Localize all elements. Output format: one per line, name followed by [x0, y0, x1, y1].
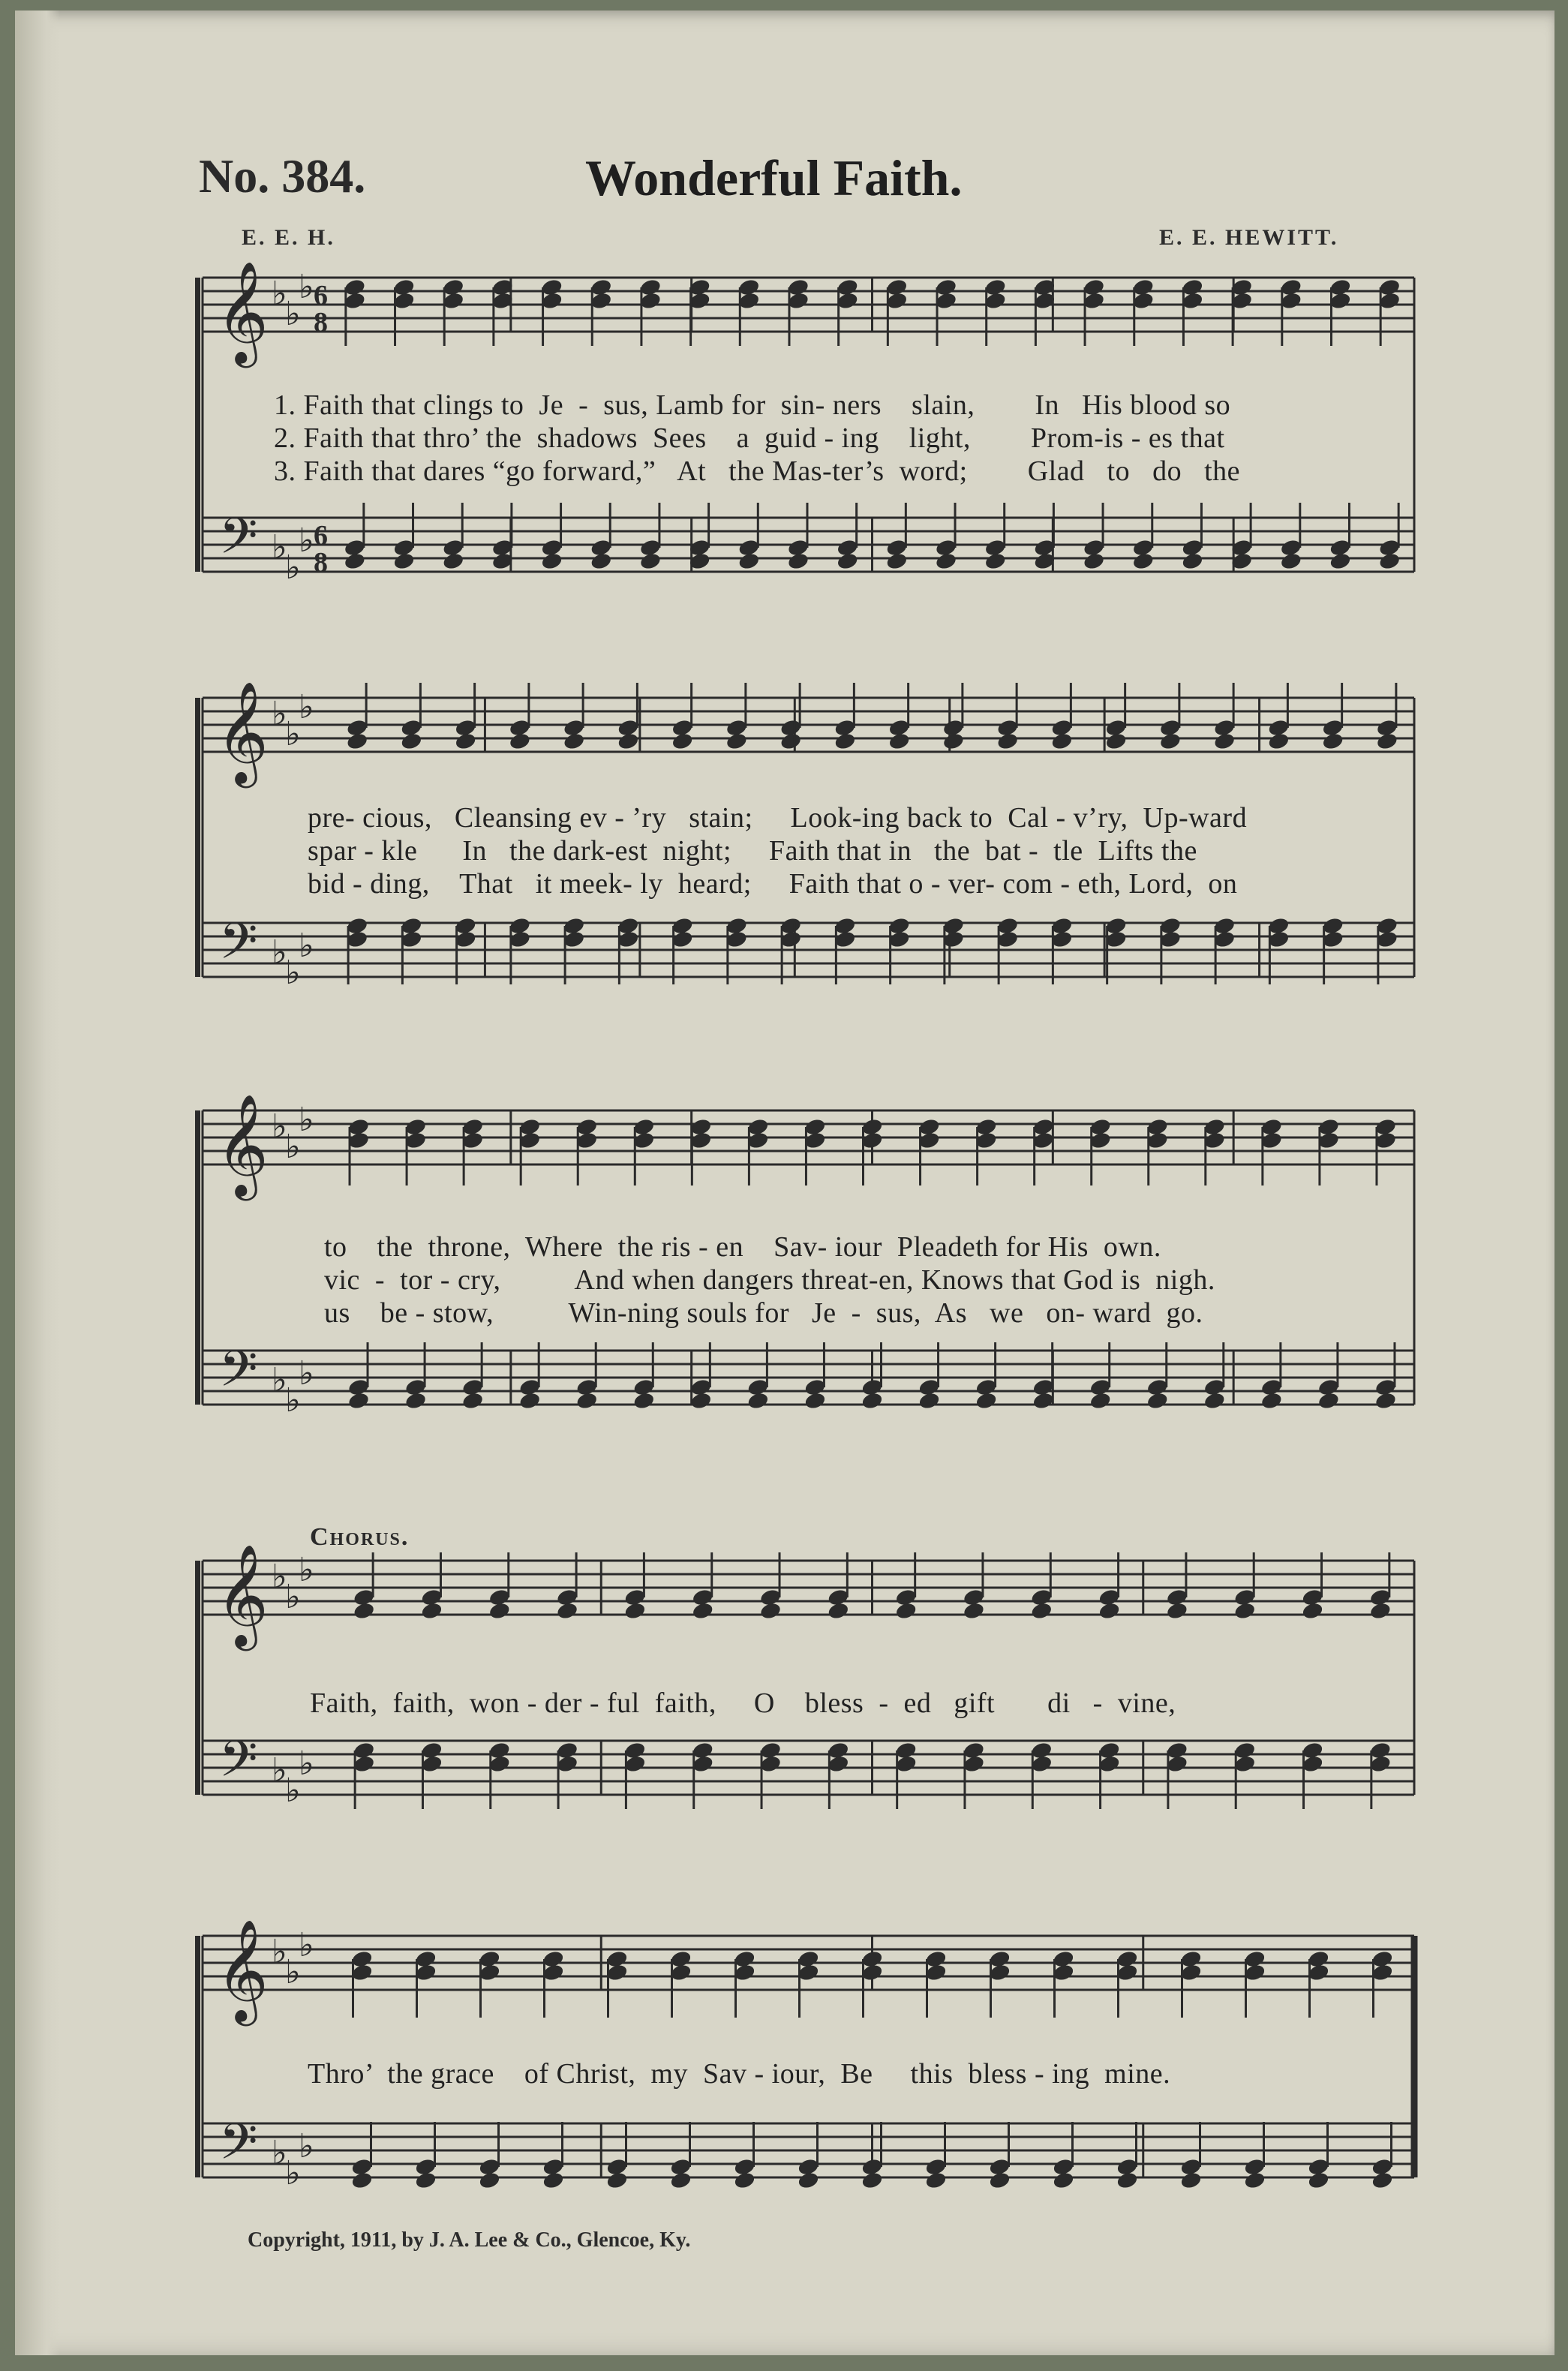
note-head [1307, 2171, 1330, 2190]
note-head [779, 732, 803, 751]
note-head [590, 551, 613, 571]
note-head [344, 551, 367, 571]
hymn-number: No. 384. [199, 149, 366, 203]
note-head [1181, 551, 1204, 571]
flat-sign: ♭ [299, 2127, 314, 2165]
system-brace [195, 278, 200, 572]
system-brace [195, 1110, 200, 1405]
note-head [1371, 2171, 1394, 2190]
note-head [1317, 1391, 1341, 1411]
note-head [1052, 2171, 1075, 2190]
treble-clef: 𝄞 [216, 260, 269, 363]
note-head [347, 1391, 371, 1411]
time-signature: 8 [314, 307, 328, 338]
note-head [787, 551, 810, 571]
note-head [400, 732, 423, 751]
note-head [669, 2171, 692, 2190]
note-head [671, 732, 694, 751]
flat-sign: ♭ [285, 548, 301, 587]
note-head [1301, 1601, 1324, 1621]
note-head [827, 1601, 850, 1621]
note-head [632, 1391, 656, 1411]
note-head [836, 551, 859, 571]
bass-clef: 𝄢 [219, 1340, 258, 1410]
note-head [888, 732, 911, 751]
flat-sign: ♭ [299, 927, 314, 965]
flat-sign: ♭ [285, 1381, 301, 1420]
note-head [478, 2171, 501, 2190]
flat-sign: ♭ [272, 1107, 287, 1146]
note-head [1376, 732, 1399, 751]
note-head [1267, 732, 1290, 751]
system-brace [195, 1561, 200, 1795]
note-head [542, 2171, 565, 2190]
note-head [1378, 551, 1401, 571]
note-head [350, 2171, 374, 2190]
note-head [984, 551, 1007, 571]
flat-sign: ♭ [285, 715, 301, 753]
note-head [575, 1391, 599, 1411]
bass-clef: 𝄢 [219, 1730, 258, 1800]
note-head [797, 2171, 820, 2190]
note-head [1374, 1391, 1398, 1411]
flat-sign: ♭ [272, 528, 287, 566]
bass-clef: 𝄢 [219, 2113, 258, 2183]
note-head [563, 732, 586, 751]
note-head [691, 1601, 714, 1621]
note-head [942, 732, 966, 751]
note-head [509, 732, 532, 751]
note-head [1159, 732, 1182, 751]
note-head [1321, 732, 1344, 751]
flat-sign: ♭ [285, 1128, 301, 1166]
copyright-notice: Copyright, 1911, by J. A. Lee & Co., Glencoe, Ky. [248, 2228, 691, 2252]
flat-sign: ♭ [285, 295, 301, 333]
note-head [885, 551, 909, 571]
note-head [461, 1391, 485, 1411]
note-head [639, 551, 662, 571]
note-head [804, 1391, 827, 1411]
flat-sign: ♭ [285, 954, 301, 992]
flat-sign: ♭ [299, 688, 314, 726]
note-head [737, 551, 761, 571]
lyric-line: us be - stow, Win-ning souls for Je - sus, As we on- ward go. [324, 1297, 1203, 1329]
lyric-line: 1. Faith that clings to Je - sus, Lamb for sin- ners slain, In His blood so [274, 389, 1231, 421]
flat-sign: ♭ [272, 933, 287, 972]
note-head [1089, 1391, 1112, 1411]
note-head [1369, 1601, 1392, 1621]
flat-sign: ♭ [299, 1744, 314, 1783]
note-head [1104, 732, 1128, 751]
note-head [442, 551, 465, 571]
note-head [605, 2171, 629, 2190]
note-head [894, 1601, 918, 1621]
flat-sign: ♭ [285, 2154, 301, 2192]
note-head [556, 1601, 579, 1621]
flat-sign: ♭ [285, 1578, 301, 1616]
flat-sign: ♭ [272, 695, 287, 733]
note-head [414, 2171, 437, 2190]
note-head [1260, 1391, 1284, 1411]
flat-sign: ♭ [299, 268, 314, 306]
note-head [1213, 732, 1236, 751]
lyric-line: spar - kle In the dark-est night; Faith that in the bat - tle Lifts the [308, 835, 1197, 867]
lyric-line: bid - ding, That it meek- ly heard; Faith that o - ver- com - eth, Lord, on [308, 868, 1238, 900]
lyric-line: vic - tor - cry, And when dangers threat-en, Knows that God is nigh. [324, 1264, 1215, 1296]
lyric-line: pre- cious, Cleansing ev - ’ry stain; Look-ing back to Cal - v’ry, Up-ward [308, 802, 1248, 834]
note-head [834, 732, 857, 751]
note-head [1083, 551, 1106, 571]
music-credit: E. E. HEWITT. [1159, 225, 1339, 250]
flat-sign: ♭ [299, 1926, 314, 1964]
time-signature: 6 [314, 280, 328, 311]
note-head [746, 1391, 770, 1411]
time-signature: 6 [314, 520, 328, 551]
system-brace [195, 1936, 200, 2177]
bass-clef: 𝄢 [219, 912, 258, 982]
treble-clef: 𝄞 [216, 1092, 269, 1196]
system-brace [195, 698, 200, 977]
lyric-line: 3. Faith that dares “go forward,” At the Mas-ter’s word; Glad to do the [274, 455, 1241, 487]
note-head [963, 1601, 986, 1621]
time-signature: 8 [314, 547, 328, 578]
words-credit: E. E. H. [242, 225, 335, 250]
note-head [1179, 2171, 1203, 2190]
flat-sign: ♭ [285, 1771, 301, 1810]
note-head [346, 732, 369, 751]
note-head [1233, 1601, 1257, 1621]
flat-sign: ♭ [272, 2134, 287, 2172]
note-head [725, 732, 749, 751]
note-head [420, 1601, 443, 1621]
note-head [1203, 1391, 1227, 1411]
note-head [454, 732, 477, 751]
note-head [1050, 732, 1074, 751]
note-head [353, 1601, 376, 1621]
note-head [540, 551, 563, 571]
flat-sign: ♭ [299, 1551, 314, 1589]
lyric-line: to the throne, Where the ris - en Sav- iour Pleadeth for His own. [324, 1231, 1161, 1263]
flat-sign: ♭ [299, 1354, 314, 1393]
note-head [988, 2171, 1011, 2190]
note-head [918, 1391, 941, 1411]
note-head [404, 1391, 428, 1411]
treble-clef: 𝄞 [216, 680, 269, 783]
note-head [1030, 1601, 1053, 1621]
note-head [1280, 551, 1303, 571]
hymn-title: Wonderful Faith. [585, 149, 963, 206]
note-head [733, 2171, 756, 2190]
note-head [488, 1601, 511, 1621]
flat-sign: ♭ [272, 1361, 287, 1399]
flat-sign: ♭ [272, 275, 287, 313]
note-head [1098, 1601, 1121, 1621]
treble-clef: 𝄞 [216, 1918, 269, 2021]
treble-clef: 𝄞 [216, 1543, 269, 1646]
flat-sign: ♭ [272, 1933, 287, 1971]
note-head [975, 1391, 998, 1411]
lyric-line: 2. Faith that thro’ the shadows Sees a guid - ing light, Prom-is - es that [274, 422, 1225, 454]
note-head [1329, 551, 1352, 571]
note-head [996, 732, 1020, 751]
note-head [623, 1601, 647, 1621]
flat-sign: ♭ [272, 1751, 287, 1790]
chorus-label: Chorus. [310, 1523, 410, 1551]
note-head [1032, 1391, 1055, 1411]
note-head [518, 1391, 542, 1411]
note-head [1146, 1391, 1169, 1411]
note-head [689, 1391, 713, 1411]
lyric-line: Faith, faith, won - der - ful faith, O bless - ed gift di - vine, [310, 1687, 1176, 1719]
note-head [1131, 551, 1155, 571]
note-head [1166, 1601, 1189, 1621]
flat-sign: ♭ [299, 1101, 314, 1139]
note-head [924, 2171, 948, 2190]
note-head [1243, 2171, 1266, 2190]
lyric-line: Thro’ the grace of Christ, my Sav - iour, Be this bless - ing mine. [308, 2058, 1171, 2090]
note-head [935, 551, 958, 571]
note-head [1116, 2171, 1139, 2190]
note-head [392, 551, 416, 571]
flat-sign: ♭ [299, 521, 314, 560]
bass-clef: 𝄢 [219, 507, 258, 577]
note-head [617, 732, 640, 751]
flat-sign: ♭ [272, 1558, 287, 1596]
flat-sign: ♭ [285, 1953, 301, 1991]
note-head [759, 1601, 782, 1621]
